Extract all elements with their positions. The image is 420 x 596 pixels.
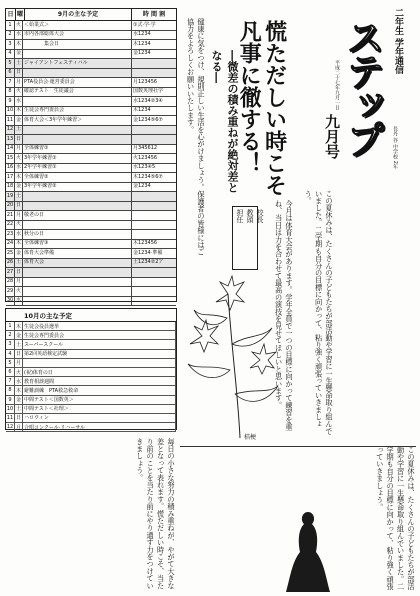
- september-schedule-table: [5, 8, 177, 302]
- schedule-row: [6, 107, 176, 117]
- approval-stamp-box: [232, 206, 264, 270]
- october-row: [6, 340, 176, 349]
- schedule-date: 16: [6, 164, 14, 171]
- signer-vice: 教頭: [246, 209, 254, 223]
- schedule-date: 20: [6, 202, 14, 209]
- october-row: [6, 322, 176, 331]
- schedule-day: 水: [15, 230, 21, 237]
- schedule-rows: [6, 21, 176, 306]
- schedule-row: [6, 230, 176, 240]
- schedule-event: 体育大会: [23, 259, 132, 268]
- schedule-timetable: [132, 135, 176, 144]
- schedule-day: 木: [15, 173, 21, 180]
- schedule-event: [23, 221, 132, 230]
- october-day: 木: [15, 323, 21, 330]
- schedule-date: 29: [6, 287, 14, 294]
- body-column-lower-left: 毎日の小さな努力の積み重ねが、やがて大きな差となって表れます。慌ただしい時こそ、当たり前のことを当たり前にやり通す力をつけていきましょう。: [135, 438, 176, 590]
- schedule-date: 3: [6, 40, 15, 49]
- october-event: 第2回英語検定試験: [23, 350, 176, 358]
- schedule-row: [6, 297, 176, 307]
- october-date: 11: [6, 414, 14, 421]
- masthead-title: ステップ: [340, 18, 385, 154]
- schedule-event: [23, 135, 132, 144]
- schedule-event: [23, 97, 132, 106]
- schedule-event: 確認テスト 生徒議会: [23, 88, 132, 97]
- schedule-row: [6, 202, 176, 212]
- schedule-date: 5: [6, 59, 15, 68]
- october-event: ハロウィン: [23, 414, 176, 422]
- october-event: 中間テスト＜国数英＞: [23, 396, 176, 404]
- october-day: 日: [15, 415, 21, 422]
- masthead-date: 平成二十七年九月一日: [334, 60, 340, 110]
- schedule-event: PTA役員会·運営委員会: [23, 78, 132, 87]
- schedule-date: 6: [6, 69, 15, 78]
- headline-sub: ―微差の積み重ねが絶対差となる―: [210, 50, 239, 193]
- schedule-timetable: 国数英理社学: [133, 88, 164, 95]
- schedule-timetable: 水1234: [133, 31, 151, 38]
- schedule-event: [23, 126, 132, 135]
- schedule-date: 18: [6, 183, 14, 190]
- october-date: 8: [6, 386, 15, 394]
- october-date: 6: [6, 368, 15, 376]
- schedule-event: 体育大会準備: [23, 249, 132, 258]
- schedule-day: 火: [15, 154, 21, 161]
- october-day: 日: [15, 351, 21, 358]
- header-timetable: 時 間 割: [142, 10, 166, 18]
- schedule-row: [6, 221, 176, 231]
- schedule-day: 水: [15, 31, 21, 38]
- schedule-date: 19: [6, 192, 14, 199]
- schedule-date: 26: [6, 259, 14, 266]
- october-date: 2: [6, 331, 15, 339]
- schedule-timetable: 月123456: [133, 78, 158, 85]
- schedule-date: 30: [6, 297, 14, 304]
- schedule-event: ジャイアントフェスティバル: [23, 59, 132, 68]
- schedule-row: [6, 173, 176, 183]
- schedule-event: ＜始業式＞: [23, 21, 132, 30]
- october-date: 3: [6, 340, 15, 348]
- header-date: 日: [6, 9, 16, 20]
- schedule-date: 10: [6, 107, 14, 114]
- schedule-timetable: 水1234②3④: [133, 97, 163, 104]
- signer-principal: 校長: [256, 209, 264, 223]
- schedule-day: 日: [15, 135, 21, 142]
- october-day: 土: [15, 341, 21, 348]
- schedule-day: 月: [15, 145, 21, 152]
- schedule-timetable: [132, 297, 176, 306]
- schedule-day: 水: [15, 97, 21, 104]
- october-date: 12: [6, 424, 14, 431]
- schedule-timetable: [132, 287, 176, 296]
- october-event: 合唱コンクール·リハーサル: [23, 423, 176, 431]
- schedule-timetable: 木1234: [133, 40, 151, 47]
- october-day: 火: [15, 369, 21, 376]
- schedule-row: [6, 59, 176, 69]
- headline-line2: 凡事に徹する！: [236, 20, 263, 174]
- schedule-event: 3年学年練習①: [23, 154, 132, 163]
- october-rows: [6, 322, 176, 432]
- schedule-row: [6, 135, 176, 145]
- schedule-day: 木: [15, 107, 21, 114]
- schedule-day: 火: [15, 21, 21, 28]
- schedule-event: [23, 192, 132, 201]
- schedule-row: [6, 154, 176, 164]
- body-column-mid: 今月は体育大会があります。学年全員で一つの目標に向かって練習を重ね、当日は力を合わせて最高の演技を見せてほしいと思います。: [274, 200, 294, 431]
- schedule-timetable: [132, 202, 176, 211]
- schedule-row: [6, 240, 176, 250]
- schedule-timetable: 月345612: [133, 145, 158, 152]
- schedule-row: [6, 78, 176, 88]
- illustration-caption: 桔梗: [244, 434, 257, 441]
- october-day: 月: [15, 360, 21, 367]
- signer-teacher: 担任: [236, 209, 244, 223]
- schedule-timetable: [132, 230, 176, 239]
- schedule-timetable: 金1234: [133, 50, 151, 57]
- october-date: 9: [6, 396, 15, 404]
- schedule-day: 日: [15, 69, 21, 76]
- october-date: 5: [6, 359, 15, 367]
- bellflower-illustration: [180, 274, 286, 440]
- schedule-event: [23, 202, 132, 211]
- october-day: 金: [15, 397, 21, 404]
- october-row: [6, 368, 176, 377]
- october-row: [6, 331, 176, 340]
- october-date: 4: [6, 350, 15, 358]
- schedule-row: [6, 50, 176, 60]
- schedule-timetable: 土1234②2ア: [133, 259, 164, 266]
- schedule-date: 28: [6, 278, 14, 285]
- october-row: [6, 350, 176, 359]
- schedule-row: [6, 21, 176, 31]
- schedule-event: 敬老の日: [23, 211, 132, 220]
- schedule-date: 22: [6, 221, 14, 228]
- schedule-row: [6, 183, 176, 193]
- schedule-day: 土: [15, 259, 21, 266]
- schedule-timetable: 金1234·準備: [133, 249, 163, 256]
- schedule-day: 日: [15, 268, 21, 275]
- october-event: 避難訓練 PTA救急救命: [23, 386, 176, 394]
- schedule-day: 火: [15, 287, 21, 294]
- schedule-event: [23, 69, 132, 78]
- body-column-lower-right: この夏休みは、たくさんの子どもたちが部活動や学習に一生懸命取り組んでいました。二学期も自分の目標に向かって、粘り強く頑張っていきましょう。: [375, 446, 416, 590]
- schedule-day: 土: [15, 126, 21, 133]
- october-row: [6, 386, 176, 395]
- october-row: [6, 414, 176, 423]
- schedule-date: 2: [6, 31, 15, 40]
- october-row: [6, 396, 176, 405]
- schedule-timetable: [132, 126, 176, 135]
- schedule-date: 15: [6, 154, 14, 161]
- schedule-day: 金: [15, 249, 21, 256]
- october-row: [6, 423, 176, 432]
- schedule-timetable: [132, 268, 176, 277]
- october-row: [6, 405, 176, 414]
- schedule-row: [6, 259, 176, 269]
- schedule-timetable: [132, 192, 176, 201]
- statue-silhouette: [282, 508, 334, 594]
- october-event: 教育相談週間: [23, 377, 176, 385]
- schedule-timetable: [132, 221, 176, 230]
- schedule-event: 全体練習②: [23, 173, 132, 182]
- schedule-event: 全体練習③: [23, 240, 132, 249]
- schedule-date: 27: [6, 268, 14, 275]
- october-day: 水: [15, 378, 21, 385]
- schedule-event: [23, 287, 132, 296]
- schedule-day: 月: [15, 278, 21, 285]
- masthead-school: 長丹 谷 中学校 2年: [392, 126, 398, 169]
- schedule-event: 体育大会＜3年学年練習＞: [23, 116, 132, 125]
- body-column-top-left: 健康に気をつけ、規則正しい生活を心がけましょう。保護者の皆様にはご協力をよろしくお願いいたします。: [186, 18, 206, 256]
- october-event: 中間テスト＜社理＞: [23, 405, 176, 413]
- schedule-date: 11: [6, 116, 14, 123]
- schedule-timetable: 水123④5: [133, 164, 156, 171]
- schedule-row: [6, 31, 176, 41]
- october-row: [6, 359, 176, 368]
- schedule-date: 4: [6, 50, 15, 59]
- headline: [236, 20, 287, 230]
- october-event: 生徒会役員選挙: [23, 322, 176, 330]
- october-day: 木: [15, 387, 21, 394]
- schedule-event: [23, 278, 132, 287]
- schedule-day: 金: [15, 183, 21, 190]
- schedule-date: 24: [6, 240, 14, 247]
- schedule-day: 木: [15, 240, 21, 247]
- october-title: 10月の主な予定: [6, 309, 176, 322]
- body-column-right: この夏休みは、たくさんの子どもたちが部活動や学習に一生懸命取り組んでいました。二学期も自分の目標に向かって、粘り強く頑張っていきましょう。: [304, 190, 334, 435]
- schedule-event: [23, 297, 132, 306]
- october-event: スーパースクール: [23, 340, 176, 348]
- schedule-day: 金: [15, 116, 21, 123]
- schedule-day: 月: [15, 211, 21, 218]
- october-day: 月: [15, 424, 21, 431]
- schedule-timetable: 金1234⑤6⑦: [133, 116, 163, 123]
- schedule-date: 17: [6, 173, 14, 180]
- october-schedule-box: [5, 308, 177, 430]
- schedule-timetable: 木123456: [133, 240, 158, 247]
- schedule-row: [6, 211, 176, 221]
- schedule-event: 3年学年練習②: [23, 183, 132, 192]
- october-event: (祝)体育の日: [23, 368, 176, 376]
- schedule-row: [6, 88, 176, 98]
- schedule-timetable: [132, 69, 176, 78]
- schedule-timetable: [132, 211, 176, 220]
- october-event: 生徒会専門委員会: [23, 331, 176, 339]
- schedule-row: [6, 40, 176, 50]
- schedule-day: 土: [15, 192, 21, 199]
- schedule-day: 火: [15, 221, 21, 228]
- schedule-row: [6, 116, 176, 126]
- schedule-timetable: ①式·学·学: [133, 21, 156, 28]
- schedule-timetable: 木1234⑤6⑦: [133, 173, 163, 180]
- schedule-timetable: 木1234: [133, 107, 151, 114]
- schedule-timetable: 金1234: [133, 183, 151, 190]
- masthead-subtitle: 二年生 学年通信: [393, 8, 403, 75]
- october-day: 金: [15, 332, 21, 339]
- schedule-day: 火: [15, 88, 21, 95]
- schedule-day: 水: [15, 297, 21, 304]
- schedule-day: 月: [15, 78, 21, 85]
- schedule-day: 土: [15, 59, 21, 66]
- schedule-event: [23, 268, 132, 277]
- october-date: 7: [6, 377, 15, 385]
- header-day: 曜: [16, 9, 25, 20]
- schedule-row: [6, 287, 176, 297]
- schedule-event: [23, 50, 132, 59]
- schedule-event: 集会日: [23, 40, 132, 49]
- schedule-day: 木: [15, 40, 21, 47]
- schedule-event: 全体練習①: [23, 145, 132, 154]
- october-date: 10: [6, 405, 14, 412]
- schedule-header-row: [6, 9, 176, 21]
- schedule-row: [6, 268, 176, 278]
- schedule-row: [6, 192, 176, 202]
- october-event: [23, 359, 176, 367]
- schedule-day: 金: [15, 50, 21, 57]
- schedule-day: 日: [15, 202, 21, 209]
- schedule-event: 生徒会専門委員会: [23, 107, 132, 116]
- schedule-row: [6, 164, 176, 174]
- schedule-row: [6, 145, 176, 155]
- schedule-date: 14: [6, 145, 14, 152]
- masthead-issue: 九月号: [323, 114, 341, 159]
- schedule-timetable: 火123456: [133, 154, 158, 161]
- schedule-date: 8: [6, 88, 15, 97]
- october-date: 1: [6, 322, 15, 330]
- schedule-day: 水: [15, 164, 21, 171]
- header-events: 9月の主な予定: [25, 9, 132, 20]
- october-row: [6, 377, 176, 386]
- october-day: 土: [15, 406, 21, 413]
- schedule-date: 21: [6, 211, 14, 218]
- schedule-row: [6, 249, 176, 259]
- schedule-timetable: [132, 278, 176, 287]
- schedule-row: [6, 278, 176, 288]
- schedule-date: 13: [6, 135, 14, 142]
- schedule-date: 12: [6, 126, 14, 133]
- schedule-event: 2年学年練習①: [23, 164, 132, 173]
- schedule-event: 秋分の日: [23, 230, 132, 239]
- schedule-date: 9: [6, 97, 15, 106]
- schedule-date: 25: [6, 249, 14, 256]
- section-divider: [180, 446, 416, 447]
- schedule-row: [6, 97, 176, 107]
- headline-line1: 慌ただしい時こそ: [261, 20, 288, 196]
- schedule-date: 1: [6, 21, 15, 30]
- schedule-row: [6, 69, 176, 79]
- schedule-event: 市内各部総体大会: [23, 31, 132, 40]
- schedule-date: 23: [6, 230, 14, 237]
- schedule-date: 7: [6, 78, 15, 87]
- schedule-timetable: [132, 59, 176, 68]
- schedule-row: [6, 126, 176, 136]
